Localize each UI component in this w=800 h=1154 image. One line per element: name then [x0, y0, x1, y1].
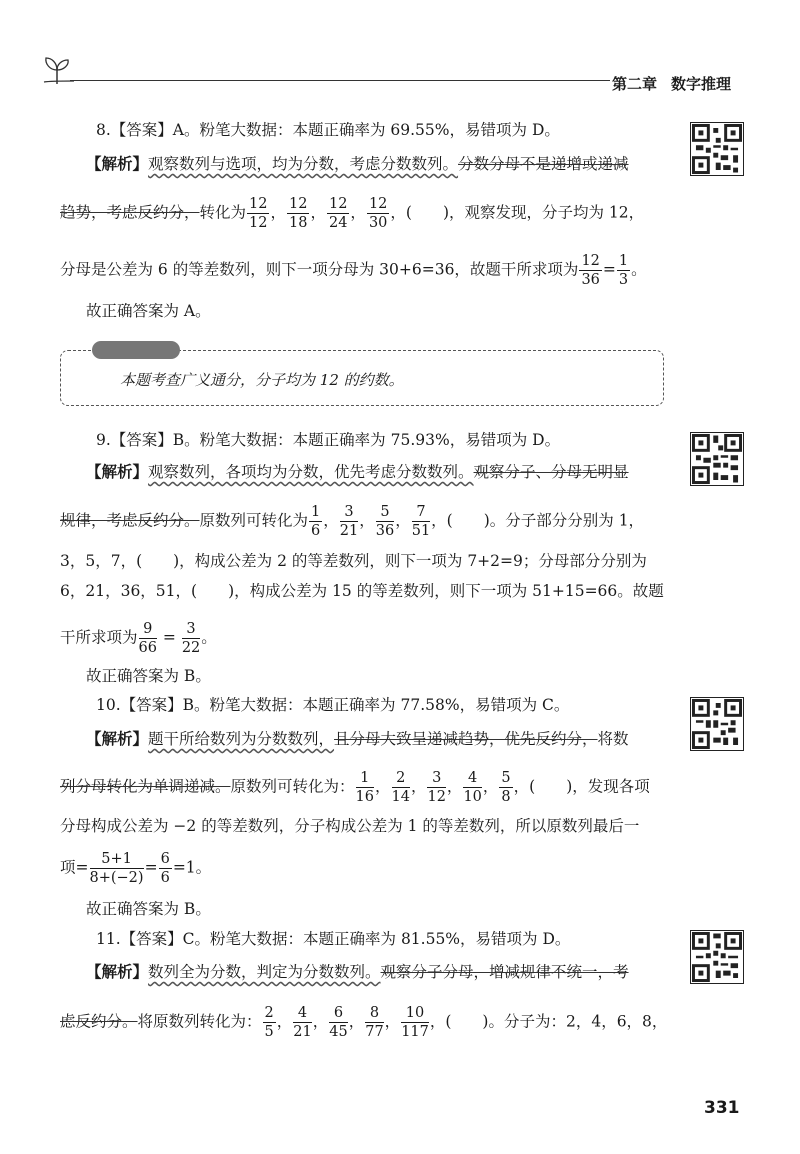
page-number: 331 [704, 1098, 740, 1118]
q8-text: 分母是公差为 6 的等差数列，则下一项分母为 30+6=36，故题干所求项为 [60, 260, 579, 279]
denominator: 6 [160, 870, 170, 886]
q9-analysis-line5: 干所求项为 $\frac{9}{66}$ = $\frac{3}{22}$ 。 [60, 621, 217, 656]
q9-analysis-line2: 规律，考虑反约分。原数列可转化为 $\frac{1}{6}$ ， $\frac{3}{21}$ ， $\frac{5}{36}$ ， $\frac{7}{51}$ ，( )。分子部分分别为 1， [60, 504, 645, 539]
denominator: 21 [339, 523, 359, 539]
sprout-icon [40, 54, 74, 88]
fraction [367, 195, 389, 232]
q8-analysis-line1 [86, 153, 629, 175]
numerator: 4 [293, 1004, 311, 1023]
q8-text: ，( )，观察发现，分子均为 12， [390, 203, 645, 222]
numerator: 2 [264, 1005, 274, 1021]
fraction [139, 620, 157, 657]
fraction [309, 503, 322, 540]
fraction [90, 850, 144, 887]
q10-text: 将数 [597, 730, 629, 748]
fraction [617, 252, 630, 289]
q10-strike2: 列分母转化为单调递减。 [60, 777, 231, 796]
denominator: 12 [249, 215, 268, 231]
q8-strike2: 趋势，考虑反约分， [60, 203, 200, 222]
numerator: 12 [581, 253, 600, 269]
denominator: 66 [138, 640, 157, 656]
q9-analysis-line1 [86, 461, 629, 483]
q9-highlight: 观察数列，各项均为分数，优先考虑分数数列。 [148, 463, 474, 481]
denominator: 18 [289, 215, 308, 231]
fraction [412, 503, 430, 540]
denominator: 10 [463, 789, 482, 805]
qr-code-icon[interactable] [690, 697, 744, 751]
fraction [392, 769, 410, 806]
numerator: 3 [182, 620, 200, 639]
numerator: 12 [289, 196, 308, 212]
analysis-tag: 【解析】 [86, 729, 149, 748]
fraction [499, 769, 512, 806]
numerator: 6 [329, 1004, 347, 1023]
qr-code-icon[interactable] [690, 122, 744, 176]
q8-conclusion: 故正确答案为 A。 [86, 302, 211, 320]
numerator: 2 [392, 769, 410, 788]
numerator: 5+1 [90, 850, 144, 869]
q11-highlight: 数列全为分数，判定为分数数列。 [148, 963, 381, 981]
numerator: 1 [311, 504, 321, 520]
denominator: 6 [311, 523, 321, 539]
q8-answer-line: 8.【答案】A。粉笔大数据：本题正确率为 69.55%，易错项为 D。 [96, 121, 560, 139]
fraction [401, 1004, 429, 1041]
q9-text: 原数列可转化为 [199, 511, 309, 530]
q10-analysis-line3: 分母构成公差为 −2 的等差数列，分子构成公差为 1 的等差数列，所以原数列最后一 [60, 817, 640, 835]
denominator: 16 [355, 789, 374, 805]
header-rule [70, 80, 610, 81]
denominator: 14 [391, 789, 410, 805]
fraction [356, 769, 374, 806]
denominator: 8 [501, 789, 511, 805]
q11-text: 将原数列转化为： [137, 1012, 262, 1031]
numerator: 9 [139, 620, 157, 639]
q10-text: 原数列可转化为： [230, 777, 355, 796]
numerator: 3 [340, 503, 358, 522]
denominator: 8+(−2) [89, 870, 144, 886]
denominator: 22 [181, 640, 201, 656]
fraction [376, 503, 394, 540]
q9-analysis-line4: 6，21，36，51，( )，构成公差为 15 的等差数列，则下一项为 51+15=66。故题 [60, 582, 664, 600]
qr-code-icon[interactable] [690, 930, 744, 984]
q10-strike1: 且分母大致呈递减趋势，优先反约分， [334, 730, 598, 748]
fraction [247, 195, 269, 232]
fraction [340, 503, 358, 540]
denominator: 51 [411, 523, 431, 539]
numerator: 12 [249, 196, 268, 212]
q8-analysis-line3: 分母是公差为 6 的等差数列，则下一项分母为 30+6=36，故题干所求项为 $\frac{12}{36}$ = $\frac{1}{3}$ 。 [60, 253, 647, 288]
q11-analysis-line2: 虑反约分。将原数列转化为： $\frac{2}{5}$ ， $\frac{4}{21}$ ， $\frac{6}{45}$ ， $\frac{8}{77}$ ， $\frac{10}{117}$ ，( )。分子为：2，4，6，8， [60, 1005, 668, 1040]
analysis-tag: 【解析】 [86, 462, 149, 481]
denominator: 5 [264, 1024, 274, 1040]
q11-answer-line: 11.【答案】C。粉笔大数据：本题正确率为 81.55%，易错项为 D。 [96, 930, 571, 948]
numerator: 8 [365, 1004, 383, 1023]
q9-analysis-line3: 3，5，7，( )，构成公差为 2 的等差数列，则下一项为 7+2=9；分母部分分别为 [60, 552, 647, 570]
fraction [365, 1004, 383, 1041]
q10-answer-line: 10.【答案】B。粉笔大数据：本题正确率为 77.58%，易错项为 C。 [96, 696, 570, 714]
q11-strike2: 虑反约分。 [60, 1012, 138, 1031]
analysis-tag: 【解析】 [86, 962, 149, 981]
fraction [287, 195, 309, 232]
q9-text: ，( )。分子部分分别为 1， [431, 511, 645, 530]
q10-text: 项= [60, 858, 89, 877]
q10-conclusion: 故正确答案为 B。 [86, 900, 211, 918]
note-text: 本题考查广义通分，分子均为 12 的约数。 [120, 371, 404, 389]
numerator: 5 [501, 770, 511, 786]
fraction [329, 1004, 347, 1041]
q10-highlight: 题干所给数列为分数数列， [148, 730, 335, 748]
fraction [327, 195, 349, 232]
q9-text: 干所求项为 [60, 628, 138, 647]
q9-answer-line: 9.【答案】B。粉笔大数据：本题正确率为 75.93%，易错项为 D。 [96, 431, 561, 449]
numerator: 5 [376, 503, 394, 522]
q8-analysis-line2: 趋势，考虑反约分，转化为 $\frac{12}{12}$ ， $\frac{12}{18}$ ， $\frac{12}{24}$ ， $\frac{12}{30}$ ，( )，观察发现，分子均为 12， [60, 196, 645, 231]
qr-code-icon[interactable] [690, 432, 744, 486]
fraction [427, 769, 445, 806]
q10-text: ，( )，发现各项 [513, 777, 650, 796]
q11-text: ，( )。分子为：2，4，6，8， [429, 1012, 668, 1031]
q8-text: 转化为 [199, 203, 247, 222]
numerator: 1 [618, 253, 629, 269]
denominator: 12 [427, 789, 446, 805]
analysis-tag: 【解析】 [86, 154, 149, 173]
fraction [463, 769, 481, 806]
denominator: 36 [375, 523, 395, 539]
q9-strike1: 观察分子、分母无明显 [473, 463, 629, 481]
chapter-title: 数字推理 [671, 75, 732, 93]
numerator: 10 [401, 1004, 429, 1023]
note-tab-badge [92, 341, 180, 359]
numerator: 12 [328, 196, 348, 212]
denominator: 36 [581, 272, 600, 288]
q9-conclusion: 故正确答案为 B。 [86, 667, 211, 685]
q8-highlight: 观察数列与选项，均为分数，考虑分数数列。 [148, 155, 459, 173]
denominator: 77 [365, 1024, 384, 1040]
numerator: 4 [463, 769, 481, 788]
denominator: 30 [368, 215, 388, 231]
q11-analysis-line1 [86, 961, 629, 983]
q10-analysis-line2: 列分母转化为单调递减。原数列可转化为： $\frac{1}{16}$ ， $\frac{2}{14}$ ， $\frac{3}{12}$ ， $\frac{4}{10}$ ， $\frac{5}{8}$ ，( )，发现各项 [60, 770, 650, 805]
q10-analysis-line1 [86, 728, 629, 750]
chapter-header [612, 73, 745, 94]
denominator: 21 [293, 1024, 312, 1040]
numerator: 6 [160, 851, 170, 867]
denominator: 117 [401, 1024, 429, 1040]
fraction [182, 620, 200, 657]
fraction [159, 850, 172, 887]
numerator: 3 [427, 769, 445, 788]
fraction [263, 1004, 276, 1041]
q9-strike2: 规律，考虑反约分。 [60, 511, 200, 530]
q8-strike1: 分数分母不是递增或递减 [458, 155, 629, 173]
q10-text: =1。 [172, 858, 212, 877]
numerator: 7 [412, 503, 430, 522]
denominator: 24 [328, 215, 348, 231]
denominator: 3 [618, 272, 629, 288]
denominator: 45 [329, 1024, 348, 1040]
fraction [579, 252, 601, 289]
q11-strike1: 观察分子分母，增减规律不统一，考 [380, 963, 629, 981]
numerator: 1 [356, 769, 374, 788]
fraction [293, 1004, 311, 1041]
chapter-number: 第二章 [612, 75, 658, 93]
q10-analysis-line4: 项= $\frac{5+1}{8+(-2)}$ = $\frac{6}{6}$ =1。 [60, 851, 212, 886]
numerator: 12 [368, 196, 388, 212]
